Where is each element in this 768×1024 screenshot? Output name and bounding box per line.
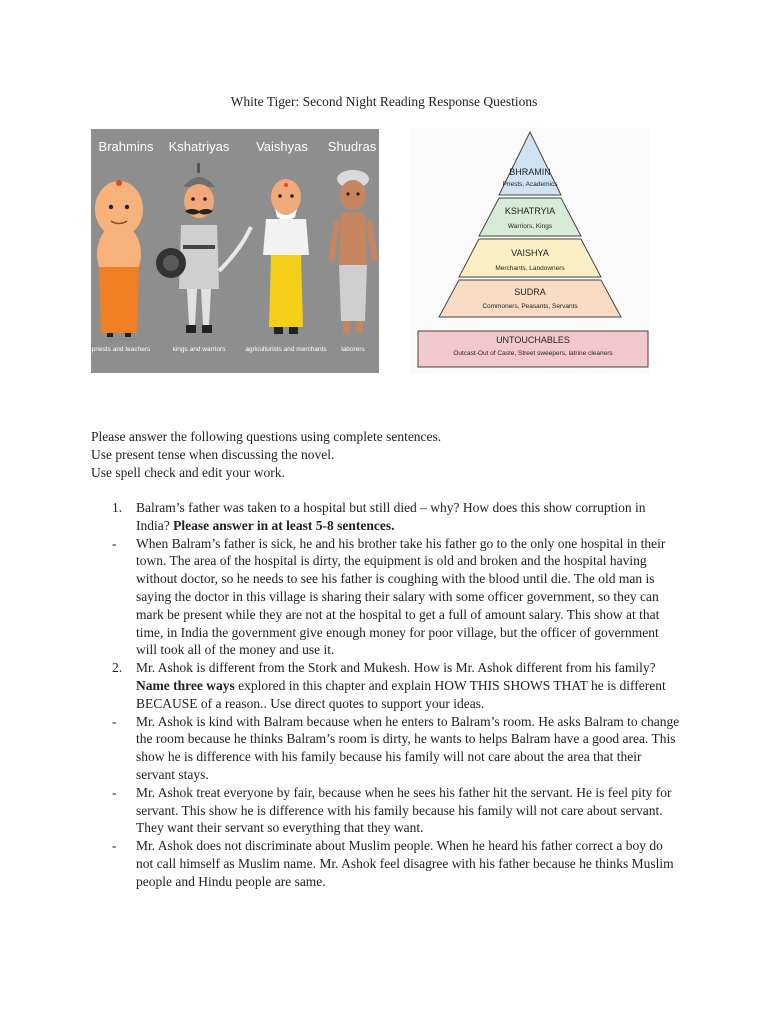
answer-1-text: When Balram’s father is sick, he and his brother take his father go to the only one hospital in their town. The area of the hospital is dirty, the equipment is old and broken and the hospital having without doctor, so he needs to see his father is coughing with the blood until die. The old man is saying the doctor in this village is sharing their salary with some officer government, so they can mark be present while they are not at the hospital to get a full of amount salary. This show at that time, in India the government give enough money for poor village, but the officer of government will took all of the money and use it. [136,535,666,658]
question-1 [112,499,682,535]
brahmin-figure [95,180,143,337]
caste-caption-kshatriyas: kings and warriors [172,346,226,353]
pyramid-level-bhramin-desc: Priests, Academics [502,181,558,188]
question-2-emphasis: Name three ways [136,677,235,693]
caste-illustration [91,129,379,373]
answer-2b-text: Mr. Ashok treat everyone by fair, because when he sees his father hit the servant. He is feel pity for servant. This show he is difference with his family because his family will not care about servant. They want their servant so everything that they want. [136,784,672,836]
caste-header-kshatriyas: Kshatriyas [168,139,230,154]
question-1-emphasis: Please answer in at least 5-8 sentences. [173,517,395,533]
question-list [112,499,682,891]
pyramid-level-sudra-name: SUDRA [514,287,546,297]
question-2-text: Mr. Ashok is different from the Stork and Mukesh. How is Mr. Ashok different from his family? [136,660,656,676]
pyramid-level-kshatryia-desc: Warriors, Kings [507,223,553,230]
pyramid-level-bhramin-name: BHRAMIN [509,167,551,177]
list-marker: 2. [112,660,123,676]
instruction-line: Please answer the following questions using complete sentences. [91,429,442,444]
pyramid-base-name: UNTOUCHABLES [496,335,570,345]
caste-caption-brahmins: priests and teachers [91,346,151,353]
instructions [91,428,441,482]
caste-header-vaishyas: Vaishyas [256,139,308,154]
pyramid-base-desc: Outcast-Out of Caste, Street sweepers, latrine cleaners [453,350,613,357]
pyramid-level-vaishya-desc: Merchants, Landowners [495,265,565,272]
caste-header-shudras: Shudras [327,139,377,154]
answer-2c [112,837,682,890]
pyramid-level-sudra [439,280,621,317]
answer-2a [112,713,682,784]
question-2-text-cont: explored in this chapter and explain HOW THIS SHOWS THAT he is different BECAUSE of a reason.. Use direct quotes to support your ideas. [136,677,666,711]
answer-2a-text: Mr. Ashok is kind with Balram because when he enters to Balram’s room. He asks Balram to change the room because he thinks Balram’s room is dirty, he wants to helps Balram have a good area. This show he is difference with his family because his family will not care about the area that their servant stays. [136,713,680,782]
caste-header-brahmins: Brahmins [98,139,154,154]
pyramid-level-vaishya-name: VAISHYA [511,248,549,258]
list-marker: - [112,784,117,800]
caste-pyramid [410,128,650,374]
instruction-line: Use spell check and edit your work. [91,465,285,480]
pyramid-level-sudra-desc: Commoners, Peasants, Servants [482,303,578,310]
answer-1 [112,535,682,660]
question-2 [112,659,682,712]
pyramid-level-kshatryia-name: KSHATRYIA [504,206,556,216]
answer-2b [112,784,682,837]
list-marker: - [112,535,117,551]
document-title: White Tiger: Second Night Reading Response Questions [230,94,538,109]
list-marker: 1. [112,500,123,515]
caste-caption-vaishyas: agriculturists and merchants [245,346,327,353]
question-1-text: Balram’s father was taken to a hospital but still died – why? How does this show corruption in India? [136,500,646,533]
instruction-line: Use present tense when discussing the novel. [91,447,335,462]
caste-caption-shudras: laborers [341,346,365,353]
list-marker: - [112,838,117,854]
list-marker: - [112,713,117,729]
answer-2c-text: Mr. Ashok does not discriminate about Muslim people. When he heard his father correct a boy do not call himself as Muslim name. Mr. Ashok feel disagree with his father because he thinks Muslim people and Hindu people are same. [136,838,674,889]
